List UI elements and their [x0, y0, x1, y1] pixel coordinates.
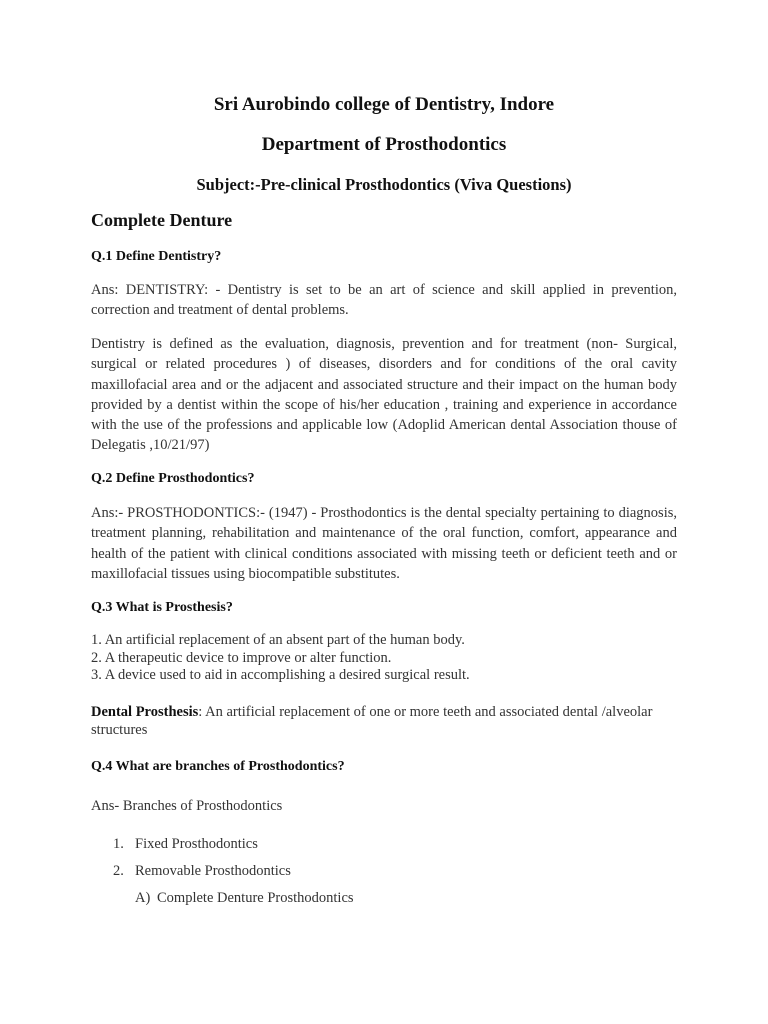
dental-prosthesis-text: : An artificial replacement of one or more teeth and associated dental /alveolar structures — [91, 704, 653, 738]
section-heading: Complete Denture — [91, 210, 233, 230]
list-item: 1. An artificial replacement of an absent part of the human body. — [91, 632, 465, 648]
answer-4-intro: Ans- Branches of Prosthodontics — [91, 798, 283, 814]
answer-1-paragraph-2: Dentistry is defined as the evaluation, diagnosis, prevention and for treatment (non- Surgical, surgical or related procedures ) of diseases, disorders and for conditions of the oral cavity maxillofacial area and or the adjacent and associated structure and their impact on the human body provided by a dentist within the scope of his/her education , training and experience in accordance with the use of the professions and applicable low (Adoplid American dental Association thouse of Delegatis ,10/21/97) — [91, 336, 677, 454]
question-1: Q.1 Define Dentistry? — [91, 249, 222, 264]
department-title: Department of Prosthodontics — [261, 134, 507, 155]
list-item: 3. A device used to aid in accomplishing a desired surgical result. — [91, 667, 470, 683]
question-4: Q.4 What are branches of Prosthodontics? — [91, 759, 345, 774]
list-item — [113, 863, 291, 880]
list-number: A) — [135, 890, 151, 906]
list-item — [113, 836, 258, 853]
list-number: 1. — [113, 836, 124, 852]
subject-title: Subject:-Pre-clinical Prosthodontics (Viva Questions) — [196, 175, 572, 194]
question-3: Q.3 What is Prosthesis? — [91, 600, 233, 615]
answer-2-paragraph: Ans:- PROSTHODONTICS:- (1947) - Prosthodontics is the dental specialty pertaining to diagnosis, treatment planning, rehabilitation and maintenance of the oral function, comfort, appearance and health of the patient with clinical conditions associated with missing teeth or deficient teeth and or maxillofacial tissues using biocompatible substitutes. — [91, 505, 677, 582]
answer-1-paragraph-1: Ans: DENTISTRY: - Dentistry is set to be an art of science and skill applied in prevention, correction and treatment of dental problems. — [91, 282, 677, 319]
list-label: Fixed Prosthodontics — [135, 836, 258, 852]
question-2: Q.2 Define Prosthodontics? — [91, 471, 255, 486]
list-label: Removable Prosthodontics — [135, 863, 291, 879]
dental-prosthesis-label: Dental Prosthesis — [91, 704, 199, 720]
list-number: 2. — [113, 863, 124, 879]
college-title: Sri Aurobindo college of Dentistry, Indore — [213, 94, 555, 115]
list-item — [135, 890, 354, 907]
list-label: Complete Denture Prosthodontics — [157, 890, 354, 906]
list-item: 2. A therapeutic device to improve or alter function. — [91, 650, 392, 666]
dental-prosthesis-definition — [91, 703, 677, 739]
document-page — [91, 0, 677, 1024]
